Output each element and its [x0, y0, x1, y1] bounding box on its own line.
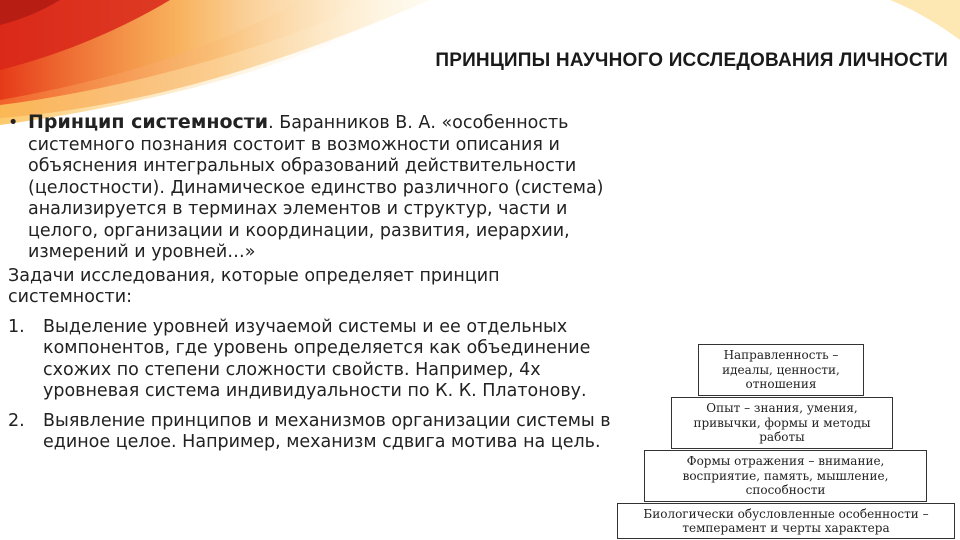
- quote-line: целого, организации и координации, развития, иерархии,: [28, 220, 570, 241]
- principle-lead: . Баранников В. А. «особенность: [268, 113, 569, 133]
- tier-line: Опыт – знания, умения,: [706, 401, 858, 416]
- list-number: 1.: [8, 316, 25, 337]
- quote-line: объяснения интегральных образований действительности: [28, 156, 577, 176]
- tier-line: Формы отражения – внимание,: [686, 454, 885, 469]
- tier-line: привычки, формы и методы: [693, 415, 871, 430]
- list-item-line: Выделение уровней изучаемой системы и ее отдельных: [43, 316, 568, 337]
- pyramid-tier-experience: [671, 397, 893, 449]
- list-item-line: Выявление принципов и механизмов организации системы в: [43, 410, 611, 431]
- tier-line: способности: [745, 483, 826, 498]
- list-item-line: компонентов, где уровень определяется как объединение: [43, 338, 591, 358]
- list-item-line: уровневая система индивидуальности по К. К. Платонову.: [43, 381, 587, 401]
- list-number: 2.: [8, 410, 25, 431]
- tasks-line: системности:: [8, 287, 133, 307]
- principle-bullet: [8, 112, 668, 135]
- list-item: [8, 411, 668, 454]
- principle-quote: [8, 135, 668, 264]
- tier-line: Биологически обусловленные особенности –: [643, 506, 929, 521]
- quote-line: измерений и уровней…»: [28, 242, 256, 262]
- slide-body: [8, 112, 668, 462]
- list-item-line: единое целое. Например, механизм сдвига мотива на цель.: [43, 432, 601, 452]
- quote-line: (целостности). Динамическое единство различного (система): [28, 177, 604, 198]
- principle-heading: Принцип системности: [28, 111, 269, 133]
- bullet-marker: •: [8, 113, 19, 133]
- list-item: [8, 317, 668, 403]
- slide-title: ПРИНЦИПЫ НАУЧНОГО ИССЛЕДОВАНИЯ ЛИЧНОСТИ: [435, 50, 948, 71]
- tier-line: работы: [759, 430, 805, 445]
- list-item-line: схожих по степени сложности свойств. Например, 4х: [43, 359, 541, 380]
- quote-line: системного познания состоит в возможности описания и: [28, 134, 560, 155]
- tasks-list: [8, 317, 668, 454]
- tasks-line: Задачи исследования, которые определяет принцип: [8, 265, 500, 286]
- pyramid-tier-orientation: [698, 344, 864, 396]
- tasks-intro: [8, 266, 668, 309]
- pyramid-tier-reflection: [644, 450, 927, 502]
- quote-line: анализируется в терминах элементов и структур, части и: [28, 199, 568, 219]
- pyramid-tier-biological: [617, 503, 955, 539]
- tier-line: восприятие, память, мышление,: [682, 468, 889, 483]
- tier-line: отношения: [745, 377, 817, 392]
- tier-line: Направленность –: [723, 348, 839, 363]
- tier-line: темперамент и черты характера: [682, 521, 890, 535]
- tier-line: идеалы, ценности,: [722, 362, 840, 377]
